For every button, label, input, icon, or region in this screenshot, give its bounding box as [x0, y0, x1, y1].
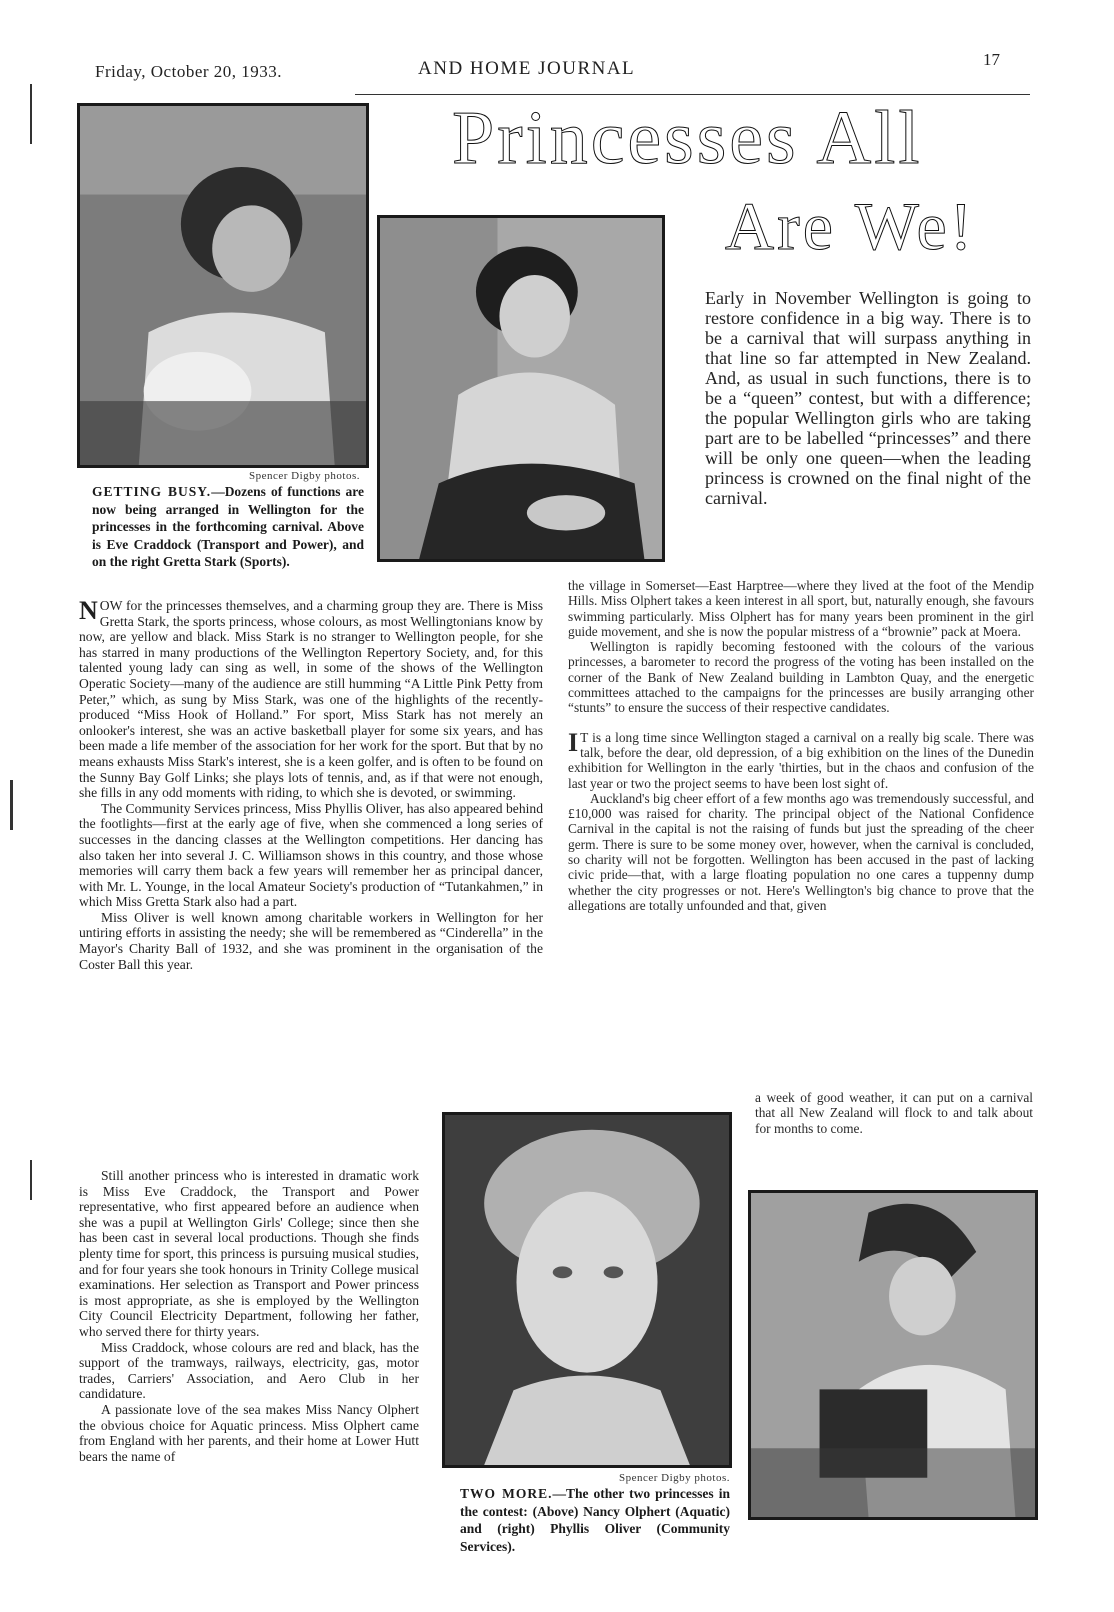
margin-mark [30, 84, 32, 144]
page-number: 17 [983, 50, 1000, 69]
caption-bottom [460, 1485, 730, 1555]
photo-phyllis-oliver [748, 1190, 1038, 1520]
photo-gretta-stark [377, 215, 665, 562]
margin-mark [30, 1160, 32, 1200]
photo-credit-bottom: Spencer Digby photos. [618, 1472, 730, 1484]
left-column-upper [79, 598, 543, 1083]
photo-eve-craddock [77, 103, 369, 468]
caption-bottom-lead: TWO MORE. [460, 1486, 553, 1501]
left-paragraph-3: Miss Oliver is well known among charitable workers in Wellington for her untiring efforts in assisting the needy; she will be remembered as “Cinderella” in the Mayor's Charity Ball of 1932, and she was prominent in the organisation of the Coster Ball this year. [79, 909, 543, 972]
left-paragraph-4: Still another princess who is interested in dramatic work is Miss Eve Craddock, the Transport and Power representative, who first appeared before an audience when she was a pupil at Wellington Girls' College; since then she has been cast in several local productions. Though she finds plenty time for sport, this princess is pursuing musical studies, and for four years she took honours in Trinity College musical examinations. Her selection as Transport and Power princess is most appropriate, as she is employed by the Wellington City Council Electricity Department, following her father, who served there for thirty years. [79, 1168, 419, 1339]
left-paragraph-1: OW for the princesses themselves, and a charming group they are. There is Miss Gretta Stark, the sports princess, whose colours, as most Wellingtonians know by now, are yellow and black. Miss Stark is no stranger to Wellington people, for she has starred in many productions of the Wellington Repertory Society, and, for this talented young lady can sing as well, in some of the shows of the Wellington Operatic Society—many of the audience are still humming “A Little Pink Petty from Peter,” which, as sung by Miss Stark, was one of the highlights of the recently-produced “Miss Hook of Holland.” For sport, Miss Stark has not merely an onlooker's interest, she was an active basketball player for some six years, and has been made a life member of the association for her work for the sport. But that by no means exhausts Miss Stark's interest, she is a keen golfer, and is often to be found on the Sunny Bay Golf Links; she plays lots of tennis, and, as if that were not enough, she fills in any odd moments with riding, to which she is devoted, or swimming. [79, 598, 543, 801]
journal-title: AND HOME JOURNAL [418, 58, 636, 79]
drop-cap-n: N [79, 598, 98, 625]
margin-mark [10, 780, 13, 830]
caption-top [92, 483, 364, 571]
right-paragraph-4: Auckland's big cheer effort of a few months ago was tremendously successful, and £10,000 was raised for charity. The principal object of the National Confidence Carnival in the capital is not the raising of funds but just the spreading of the cheer germ. There is sure to be some money over, however, when the carnival is concluded, so charity will not be forgotten. Wellington has been accused in the past of lacking civic pride—that, with a large floating population no one cares a tuppenny dump whether the city progresses or not. Here's Wellington's big chance to prove that the allegations are totally unfounded and that, given [568, 790, 1034, 913]
right-paragraph-3: T is a long time since Wellington staged a carnival on a really big scale. There was talk, before the dear, old depression, of a big exhibition on the lines of the Dunedin exhibition for Wellington in the early 'thirties, but in the chaos and confusion of the last year or two the project seems to have been lost sight of. [568, 729, 1034, 791]
caption-top-text: —Dozens of functions are now being arranged in Wellington for the princesses in the forthcoming carnival. Above is Eve Craddock (Transport and Power), and on the right Gretta Stark (Sports). [92, 484, 364, 569]
left-paragraph-2: The Community Services princess, Miss Phyllis Oliver, has also appeared behind the footlights—first at the early age of five, when she commenced a long series of successes in the dancing classes at the Wellington competitions. Her dancing has also taken her into several J. C. Williamson shows in this country, and those whose memories will carry them back a few years will remember her as principal dancer, with Mr. L. Younge, in the local Amateur Society's production of “Tutankahmen,” in which Miss Gretta Stark also had a part. [79, 800, 543, 910]
right-paragraph-1: the village in Somerset—East Harptree—where they lived at the foot of the Mendip Hills. Miss Olphert takes a keen interest in all sport, but, naturally enough, she favours swimming particularly. Miss Olphert has for many years been prominent in the girl guide movement, and she is now the popular mistress of a “brownie” pack at Moera. [568, 578, 1034, 639]
headline-line-1: Princesses All [452, 96, 923, 180]
drop-cap-i: I [568, 727, 579, 757]
photo-nancy-olphert [442, 1112, 732, 1468]
left-paragraph-6: A passionate love of the sea makes Miss Nancy Olphert the obvious choice for Aquatic princess. Miss Olphert came from England with her parents, and their home at Lower Hutt bears the name of [79, 1401, 419, 1464]
header-rule [355, 94, 1030, 95]
left-paragraph-5: Miss Craddock, whose colours are red and black, has the support of the tramways, railways, electricity, gas, motor trades, Carriers' Association, and Aero Club in her candidature. [79, 1339, 419, 1402]
right-paragraph-2: Wellington is rapidly becoming festooned with the colours of the various princesses, a barometer to record the progress of the voting has been installed on the corner of the Bank of New Zealand building in Lambton Quay, and the energetic committees attached to the campaigns for the princesses are busily arranging other “stunts” to ensure the success of their respective candidates. [568, 639, 1034, 716]
headline-line-2: Are We! [725, 188, 976, 264]
photo-credit-top: Spencer Digby photos. [248, 470, 360, 482]
right-column [568, 578, 1034, 1133]
caption-top-lead: GETTING BUSY. [92, 484, 212, 499]
issue-date: Friday, October 20, 1933. [95, 62, 283, 81]
caption-bottom-text: —The other two princesses in the contest: (Above) Nancy Olphert (Aquatic) and (right) Phyllis Oliver (Community Services). [460, 1486, 730, 1554]
left-column-lower [79, 1168, 419, 1578]
intro-paragraph: Early in November Wellington is going to restore confidence in a big way. There is to be a carnival that will surpass anything in that line so far attempted in New Zealand. And, as usual in such functions, there is to be a “queen” contest, but with a difference; the popular Wellington girls who are taking part are to be labelled “princesses” and there will be only one queen—when the leading princess is crowned on the final night of the carnival. [705, 288, 1031, 508]
right-column-end: a week of good weather, it can put on a carnival that all New Zealand will flock to and talk about for months to come. [755, 1090, 1033, 1136]
